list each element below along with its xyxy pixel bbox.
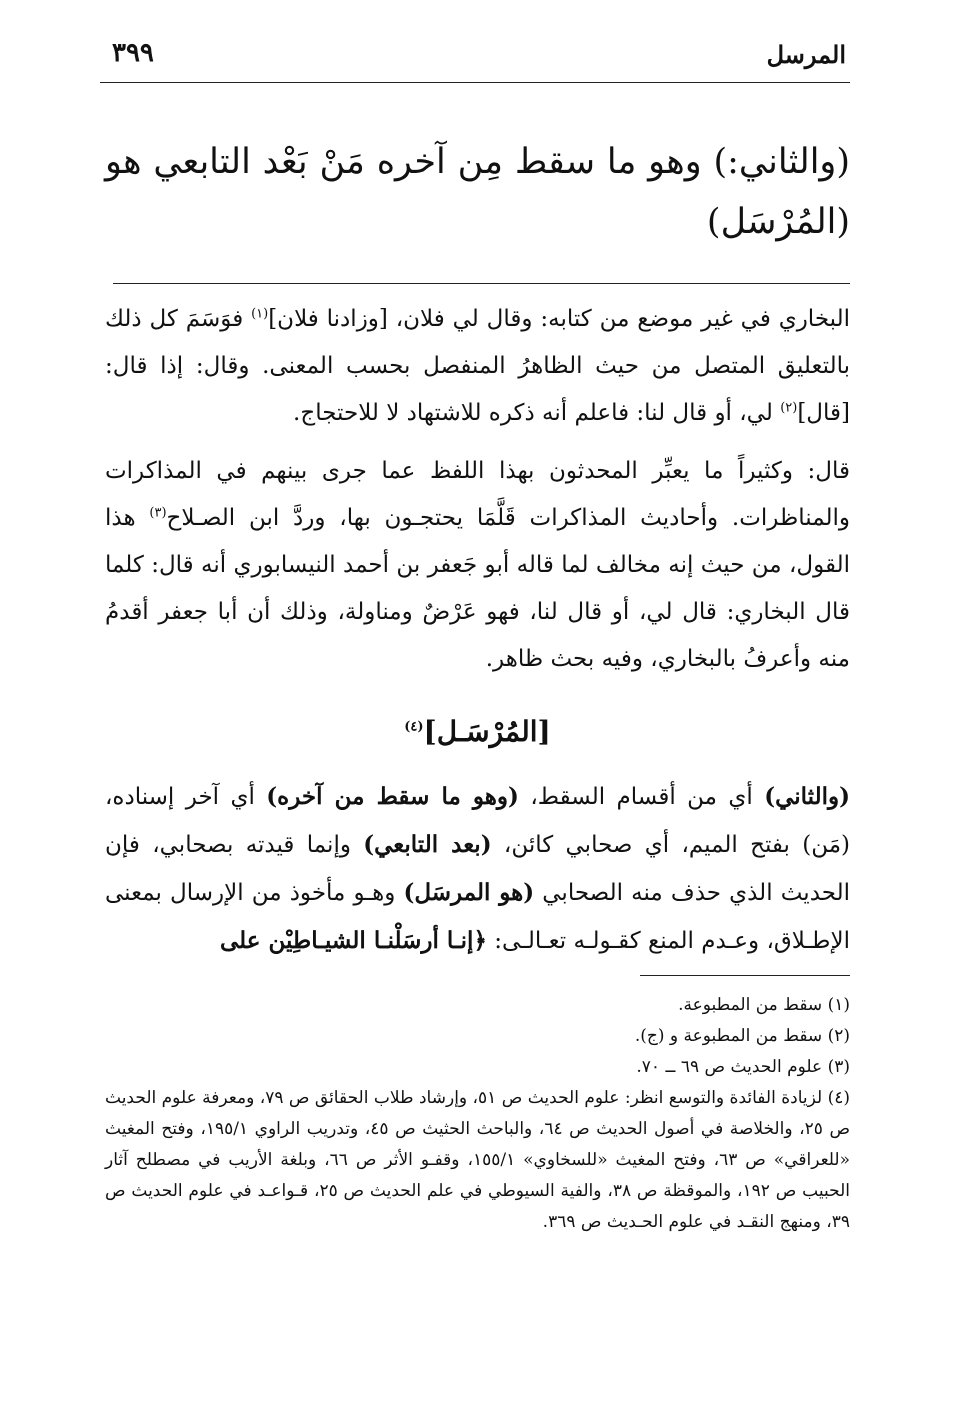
p2-part-1: قال: وكثيراً ما يعبِّر المحدثون بهذا اللفظ عما جرى بينهم في المذاكرات والمناظرات. وأحاديث المذاكرات قَلَّمَا يحتجـون بها، وردَّ ابن الصـلاح xyxy=(105,458,851,531)
section-heading xyxy=(105,715,850,748)
footnote-number: (٤) xyxy=(827,1088,851,1108)
footnote-divider xyxy=(640,975,850,976)
footnote-number: (٢) xyxy=(827,1026,850,1046)
footnote-text: علوم الحديث ص ٦٩ ــ ٧٠. xyxy=(636,1057,823,1077)
p1-part-2: فوَسَمَ كل ذلك بالتعليق المتصل من حيث الظاهرُ المنفصل بحسب المعنى. وقال: إذا قال: [قال] xyxy=(105,306,850,426)
section-heading-text: [المُرْسَـل] xyxy=(423,715,551,748)
p3-text-2: أي آخر إسناده، (مَن) بفتح الميم، أي صحابي كائن، xyxy=(105,784,851,858)
quoted-matn-3: (بعد التابعي) xyxy=(363,831,492,858)
footnote-text: سقط من المطبوعة و (ج). xyxy=(634,1026,823,1046)
p1-part-3: لي، أو قال لنا: فاعلم أنه ذكره للاشتهاد لا للاحتجاج. xyxy=(293,400,781,426)
footnote-3 xyxy=(105,1052,850,1083)
quoted-matn-1: (والثاني) xyxy=(764,783,851,810)
footnote-ref-4[interactable]: (٤) xyxy=(404,719,424,735)
quoted-matn-4: (هو المرسَل) xyxy=(403,879,535,906)
p3-text-1: أي من أقسام السقط، xyxy=(518,784,765,810)
chapter-title: المرسل xyxy=(766,40,846,69)
matn-divider xyxy=(113,283,850,284)
footnote-ref-2[interactable]: (٢) xyxy=(780,400,798,416)
footnote-ref-3[interactable]: (٣) xyxy=(149,505,167,521)
p2-part-2: هذا القول، من حيث إنه مخالف لما قاله أبو جَعفر بن أحمد النيسابوري أنه قال: كلما قال البخاري: قال لي، أو قال لنا، فهو عَرْضٌ ومناولة، وذلك أن أبا جعفر أقدمُ منه وأعرفُ بالبخاري، وفيه بحث ظاهر. xyxy=(105,505,850,672)
p3-text-4: وهـو مأخوذ من الإرسال بمعنى الإطـلاق، وعـدم المنع كقـولـه تعـالـى: xyxy=(105,880,850,954)
footnote-2 xyxy=(105,1021,850,1052)
page-number: ٣٩٩ xyxy=(112,38,154,68)
footnote-ref-1[interactable]: (١) xyxy=(251,306,269,322)
footnote-1 xyxy=(105,990,850,1021)
p3-text-3: وإنما قيدته بصحابي، فإن الحديث الذي حذف منه الصحابي xyxy=(105,832,851,906)
matn-text: (والثاني:) وهو ما سقط مِن آخره مَنْ بَعْد التابعي هو (المُرْسَل) xyxy=(105,142,850,242)
footnote-number: (١) xyxy=(827,995,850,1015)
quoted-matn-2: (وهو ما سقط من آخره) xyxy=(266,783,519,810)
footnotes xyxy=(105,990,850,1238)
footnote-text: لزيادة الفائدة والتوسع انظر: علوم الحديث ص ٥١، وإرشاد طلاب الحقائق ص ٧٩، ومعرفة علوم الحديث ص ٢٥، والخلاصة في أصول الحديث ص ٦٤، والباحث الحثيث ص ٤٥، وتدريب الراوي ١٩٥/١، وفتح المغيث «للعراقي» ص ٦٣، وفتح المغيث «للسخاوي» ١٥٥/١، وقفـو الأثر ص ٦٦، وبلغة الأريب في مصطلح آثار الحبيب ص ١٩٢، والموقظة ص ٣٨، والفية السيوطي في علم الحديث ص ٢٥، قـواعـد في علوم الحديث ص ٣٩، ومنهج النقـد في علوم الحـديث ص ٣٦٩. xyxy=(105,1088,850,1232)
commentary-paragraph-1 xyxy=(105,296,850,437)
footnote-4 xyxy=(105,1083,850,1238)
footnote-text: سقط من المطبوعة. xyxy=(678,995,823,1015)
commentary-paragraph-3 xyxy=(105,773,850,965)
p1-part-1: البخاري في غير موضع من كتابه: وقال لي فلان، [وزادنا فلان] xyxy=(268,306,851,332)
quran-quote: ﴿إنـا أرسَلْنـا الشيـاطِيْن على xyxy=(219,927,487,954)
commentary-paragraph-2 xyxy=(105,448,850,683)
running-header xyxy=(100,30,850,83)
footnote-number: (٣) xyxy=(827,1057,850,1077)
